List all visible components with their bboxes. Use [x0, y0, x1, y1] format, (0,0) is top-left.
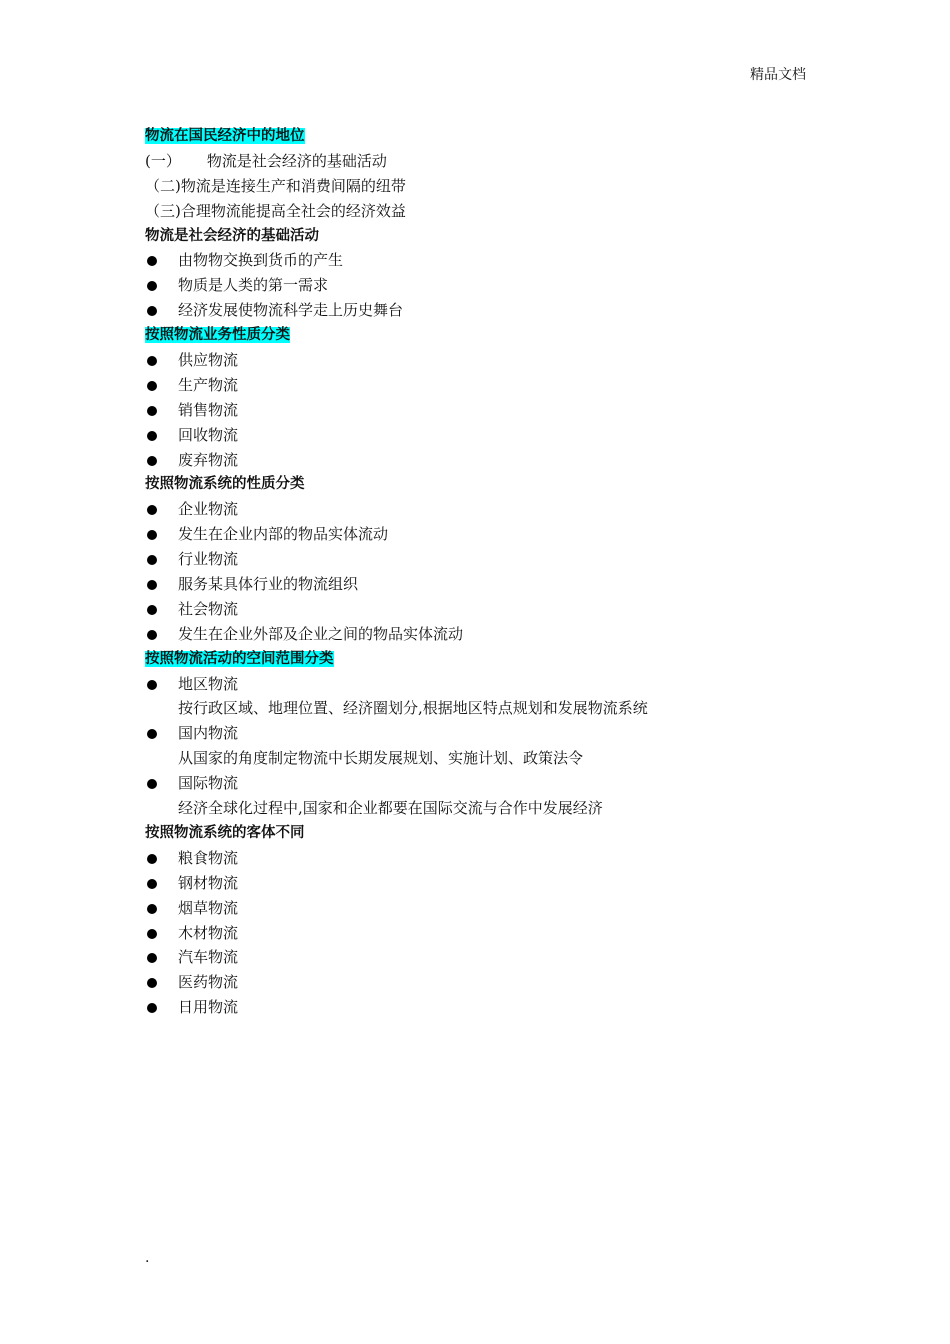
list-item	[145, 348, 845, 373]
list-item	[145, 547, 845, 572]
list-item	[145, 771, 845, 796]
document-body	[145, 124, 845, 1020]
list-item-text: 粮食物流	[178, 848, 239, 867]
list-item-text: 社会物流	[178, 599, 239, 618]
list-item	[145, 846, 845, 871]
bullet-icon	[147, 605, 157, 615]
list-item	[145, 497, 845, 522]
bullet-icon	[147, 854, 157, 864]
bullet-icon	[147, 630, 157, 640]
list-item-text: 医药物流	[178, 973, 239, 992]
bullet-icon	[147, 953, 157, 963]
list-item-text: 汽车物流	[178, 948, 239, 967]
section-heading: 按照物流系统的性质分类	[145, 476, 305, 493]
list-item-text: 供应物流	[178, 351, 239, 370]
list-item-text: 服务某具体行业的物流组织	[178, 575, 359, 594]
list-item-description: 从国家的角度制定物流中长期发展规划、实施计划、政策法令	[178, 749, 584, 768]
list-item-description: 经济全球化过程中,国家和企业都要在国际交流与合作中发展经济	[178, 799, 603, 818]
list-item	[145, 871, 845, 896]
bullet-icon	[147, 256, 157, 266]
section-heading	[145, 124, 845, 149]
bullet-icon	[147, 929, 157, 939]
bullet-icon	[147, 456, 157, 466]
list-item	[145, 672, 845, 697]
list-item-text: 国内物流	[178, 724, 239, 743]
list-item	[145, 995, 845, 1020]
numbered-item	[145, 174, 845, 199]
page-footer-mark: .	[145, 1250, 150, 1266]
list-item-text: 由物物交换到货币的产生	[178, 251, 344, 270]
list-item	[145, 448, 845, 473]
list-item-text: 发生在企业内部的物品实体流动	[178, 525, 389, 544]
list-item-text: 废弃物流	[178, 450, 239, 469]
bullet-icon	[147, 1003, 157, 1013]
item-text: 合理物流能提高全社会的经济效益	[180, 201, 406, 220]
bullet-icon	[147, 406, 157, 416]
list-item-text: 生产物流	[178, 375, 239, 394]
bullet-icon	[147, 431, 157, 441]
list-item-text: 销售物流	[178, 400, 239, 419]
list-item-text: 经济发展使物流科学走上历史舞台	[178, 301, 404, 320]
list-item	[145, 622, 845, 647]
bullet-icon	[147, 580, 157, 590]
list-item	[145, 423, 845, 448]
numbered-item	[145, 199, 845, 224]
bullet-icon	[147, 879, 157, 889]
list-item	[145, 945, 845, 970]
bullet-icon	[147, 904, 157, 914]
list-item-text: 烟草物流	[178, 898, 239, 917]
list-item	[145, 522, 845, 547]
bullet-icon	[147, 530, 157, 540]
section-heading	[145, 647, 845, 672]
list-item-text: 回收物流	[178, 425, 239, 444]
bullet-icon	[147, 281, 157, 291]
bullet-icon	[147, 680, 157, 690]
list-item-text: 日用物流	[178, 998, 239, 1017]
list-item	[145, 572, 845, 597]
list-item	[145, 970, 845, 995]
list-item-text: 企业物流	[178, 500, 239, 519]
list-item	[145, 273, 845, 298]
list-item-text: 地区物流	[178, 674, 239, 693]
section-heading	[145, 323, 845, 348]
list-item	[145, 896, 845, 921]
numbered-item	[145, 149, 845, 174]
section-heading: 按照物流系统的客体不同	[145, 824, 305, 841]
highlighted-heading-text: 按照物流活动的空间范围分类	[145, 650, 334, 667]
page-header: 精品文档	[750, 67, 806, 83]
list-item	[145, 721, 845, 746]
bullet-icon	[147, 779, 157, 789]
section-heading: 物流是社会经济的基础活动	[145, 227, 319, 244]
list-item-description: 按行政区域、地理位置、经济圈划分,根据地区特点规划和发展物流系统	[178, 699, 648, 718]
highlighted-heading-text: 物流在国民经济中的地位	[145, 128, 305, 144]
bullet-icon	[147, 356, 157, 366]
list-item	[145, 597, 845, 622]
list-item-text: 钢材物流	[178, 873, 239, 892]
list-item	[145, 921, 845, 946]
highlighted-heading-text: 按照物流业务性质分类	[145, 327, 290, 344]
list-item-text: 木材物流	[178, 923, 239, 942]
list-item	[145, 298, 845, 323]
list-item-text: 物质是人类的第一需求	[178, 276, 329, 295]
item-number: （二)	[145, 176, 181, 195]
list-item-text: 行业物流	[178, 550, 239, 569]
list-item-text: 发生在企业外部及企业之间的物品实体流动	[178, 624, 464, 643]
bullet-icon	[147, 306, 157, 316]
bullet-icon	[147, 555, 157, 565]
item-number: (一）	[145, 151, 181, 170]
list-item-text: 国际物流	[178, 774, 239, 793]
bullet-icon	[147, 381, 157, 391]
bullet-icon	[147, 978, 157, 988]
item-text: 物流是连接生产和消费间隔的纽带	[180, 176, 406, 195]
bullet-icon	[147, 505, 157, 515]
bullet-icon	[147, 729, 157, 739]
item-number: （三)	[145, 201, 181, 220]
list-item	[145, 248, 845, 273]
list-item	[145, 398, 845, 423]
item-text: 物流是社会经济的基础活动	[206, 151, 387, 170]
list-item	[145, 373, 845, 398]
